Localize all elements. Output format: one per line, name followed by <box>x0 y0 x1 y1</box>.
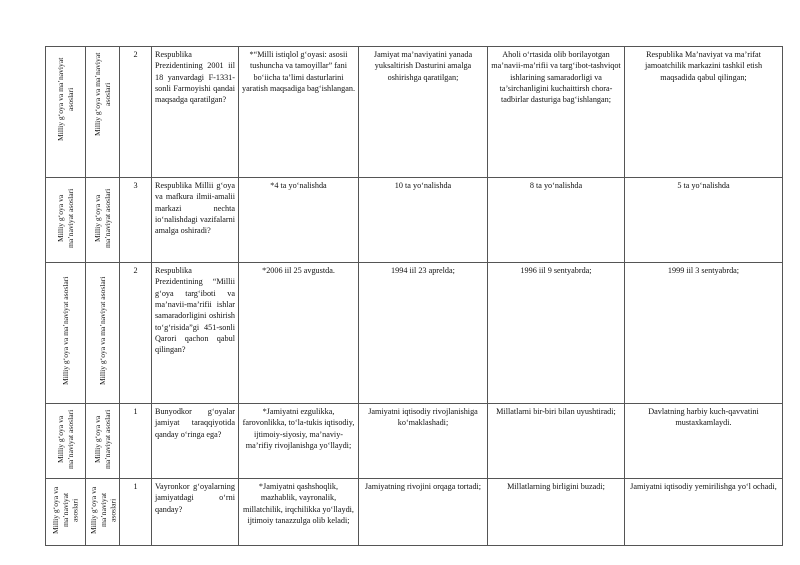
correct-answer-cell: *2006 iil 25 avgustda. <box>239 263 359 404</box>
level-cell: 1 <box>120 404 152 479</box>
level-cell: 2 <box>120 47 152 178</box>
option-cell: Jamiyatni iqtisodiy rivojlanishiga ko‘maklashadi; <box>359 404 488 479</box>
subject-short-cell: Milliy g‘oya va ma’naviyat asoslari <box>86 178 120 263</box>
level-cell: 3 <box>120 178 152 263</box>
subject-short-cell: Milliy g‘oya va ma’naviyat asoslari <box>86 404 120 479</box>
question-cell: Respublika Prezidentining 2001 iil 18 yanvardagi F-1331-sonli Farmoyishi qandai maqsadga qaratilgan? <box>152 47 239 178</box>
correct-answer-cell: *Jamiyatni qashshoqlik, mazhablik, vayronalik, millatchilik, irqchilikka yo‘llaydi, ijtimoiy tanazzulga olib keladi; <box>239 479 359 546</box>
correct-answer-cell: *Jamiyatni ezgulikka, farovonlikka, to‘la-tukis iqtisodiy, ijtimoiy-siyosiy, ma’naviy-ma’rifiy rivojlanishga yo‘llaydi; <box>239 404 359 479</box>
subject-short-cell: Milliy g‘oya va ma’naviyat asoslari <box>86 263 120 404</box>
subject-cell: Milliy g‘oya va ma’naviyat asoslari <box>46 178 86 263</box>
option-cell: 1999 iil 3 sentyabrda; <box>625 263 783 404</box>
subject-cell: Milliy g‘oya va ma’naviyat asoslari <box>46 263 86 404</box>
option-cell: Respublika Ma’naviyat va ma’rifat jamoatchilik markazini tashkil etish maqsadida qabul qilingan; <box>625 47 783 178</box>
table-row <box>46 263 783 404</box>
question-cell: Respublika Prezidentining “Millii g‘oya targ‘iboti va ma’navii-ma’rifii ishlar samaradorligini oshirish to‘g‘risida”gi 451-sonli Qarori qachon qabul qilingan? <box>152 263 239 404</box>
question-cell: Bunyodkor g‘oyalar jamiyat taraqqiyotida qanday o‘ringa ega? <box>152 404 239 479</box>
correct-answer-cell: *4 ta yo‘nalishda <box>239 178 359 263</box>
table-row <box>46 178 783 263</box>
option-cell: 5 ta yo‘nalishda <box>625 178 783 263</box>
subject-short-cell: Milliy g‘oya va ma’naviyat asoslari <box>86 47 120 178</box>
option-cell: Jamiyatni iqtisodiy yemirilishga yo‘l ochadi, <box>625 479 783 546</box>
level-cell: 1 <box>120 479 152 546</box>
subject-cell: Milliy g‘oya va ma’naviyat asoslari <box>46 479 86 546</box>
table-row <box>46 47 783 178</box>
option-cell: 1994 iil 23 aprelda; <box>359 263 488 404</box>
option-cell: 8 ta yo‘nalishda <box>488 178 625 263</box>
question-cell: Respublika Millii g‘oya va mafkura ilmii-amalii markazi nechta io‘nalishdagi vazifalarni amalga oshiradi? <box>152 178 239 263</box>
table-row <box>46 404 783 479</box>
option-cell: 1996 iil 9 sentyabrda; <box>488 263 625 404</box>
option-cell: Jamiyatning rivojini orqaga tortadi; <box>359 479 488 546</box>
subject-cell: Milliy g‘oya va ma’naviyat asoslari <box>46 404 86 479</box>
option-cell: Aholi o‘rtasida olib borilayotgan ma’navii-ma’rifii va targ‘ibot-tashviqot ishlarining samaradorligi va ta’sirchanligini kuchaittirsh chora-tadbirlar dasturiga bag‘ishlangan; <box>488 47 625 178</box>
questions-table <box>45 46 783 546</box>
subject-cell: Milliy g‘oya va ma’naviyat asoslari <box>46 47 86 178</box>
correct-answer-cell: *“Milli istiqlol g‘oyasi: asosii tushuncha va tamoyillar” fani bo‘iicha ta’limi dasturlarini yaratish maqsadiga bag‘ishlangan. <box>239 47 359 178</box>
level-cell: 2 <box>120 263 152 404</box>
question-cell: Vayronkor g‘oyalarning jamiyatdagi o‘rni qanday? <box>152 479 239 546</box>
option-cell: Millatlarning birligini buzadi; <box>488 479 625 546</box>
subject-short-cell: Milliy g‘oya va ma’naviyat asoslari <box>86 479 120 546</box>
option-cell: Davlatning harbiy kuch-qavvatini mustaxkamlaydi. <box>625 404 783 479</box>
option-cell: 10 ta yo‘nalishda <box>359 178 488 263</box>
table-row <box>46 479 783 546</box>
option-cell: Jamiyat ma’naviyatini yanada yuksaltirish Dasturini amalga oshirishga qaratilgan; <box>359 47 488 178</box>
option-cell: Millatlarni bir-biri bilan uyushtiradi; <box>488 404 625 479</box>
